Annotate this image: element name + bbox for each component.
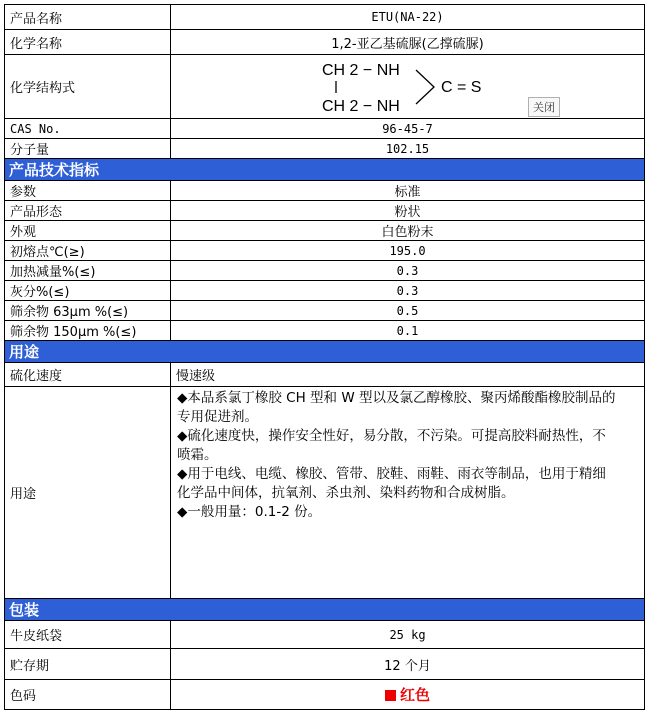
spec-value: 0.5 (171, 301, 645, 321)
formula-cs: C = S (441, 78, 482, 96)
spec-row (5, 301, 645, 321)
spec-row (5, 321, 645, 341)
row-bag (5, 621, 645, 649)
red-square-icon (385, 690, 396, 701)
label-chem-name: 化学名称 (5, 30, 171, 55)
usage-line: 专用促进剂。 (177, 409, 258, 425)
label-bag: 牛皮纸袋 (5, 621, 171, 649)
spec-row (5, 201, 645, 221)
formula-top: CH 2 − NH (322, 61, 400, 79)
spec-label: 参数 (5, 181, 171, 201)
product-spec-table (4, 4, 645, 710)
label-cas: CAS No. (5, 119, 171, 139)
label-mw: 分子量 (5, 139, 171, 159)
spec-value: 白色粉末 (171, 221, 645, 241)
section-usage-title: 用途 (5, 341, 645, 363)
label-color-code: 色码 (5, 680, 171, 710)
section-packing-title: 包装 (5, 599, 645, 621)
row-structure (5, 55, 645, 119)
label-speed: 硫化速度 (5, 363, 171, 387)
spec-label: 灰分%(≤) (5, 281, 171, 301)
usage-line: ◆硫化速度快，操作安全性好，易分散，不污染。可提高胶料耐热性，不 (177, 428, 606, 444)
value-product-name: ETU(NA-22) (171, 5, 645, 30)
spec-label: 外观 (5, 221, 171, 241)
spec-label: 筛余物 150μm %(≤) (5, 321, 171, 341)
spec-value: 195.0 (171, 241, 645, 261)
row-usage (5, 387, 645, 599)
label-product-name: 产品名称 (5, 5, 171, 30)
value-color-code (171, 680, 645, 710)
row-mw (5, 139, 645, 159)
usage-line: ◆本品系氯丁橡胶 CH 型和 W 型以及氯乙醇橡胶、聚丙烯酸酯橡胶制品的 (177, 390, 616, 406)
usage-description (171, 387, 645, 599)
value-cas: 96-45-7 (171, 119, 645, 139)
section-tech (5, 159, 645, 181)
value-bag: 25 kg (171, 621, 645, 649)
spec-value: 0.3 (171, 261, 645, 281)
close-button[interactable]: 关闭 (528, 97, 560, 117)
spec-label: 产品形态 (5, 201, 171, 221)
label-storage: 贮存期 (5, 649, 171, 680)
row-cas (5, 119, 645, 139)
spec-row (5, 261, 645, 281)
row-color-code (5, 680, 645, 710)
usage-line: ◆一般用量：0.1-2 份。 (177, 504, 322, 520)
spec-value: 0.3 (171, 281, 645, 301)
spec-value: 0.1 (171, 321, 645, 341)
usage-line: ◆用于电线、电缆、橡胶、管带、胶鞋、雨鞋、雨衣等制品，也用于精细 (177, 466, 606, 482)
spec-row (5, 281, 645, 301)
spec-row (5, 241, 645, 261)
spec-row (5, 181, 645, 201)
section-packing (5, 599, 645, 621)
spec-label: 筛余物 63μm %(≤) (5, 301, 171, 321)
value-storage: 12 个月 (171, 649, 645, 680)
spec-row (5, 221, 645, 241)
value-chem-name: 1,2-亚乙基硫脲(乙撑硫脲) (171, 30, 645, 55)
value-mw: 102.15 (171, 139, 645, 159)
section-usage (5, 341, 645, 363)
spec-label: 加热减量%(≤) (5, 261, 171, 281)
spec-label: 初熔点℃(≥) (5, 241, 171, 261)
label-usage: 用途 (5, 387, 171, 599)
bond-bracket (416, 70, 434, 104)
spec-value: 标准 (171, 181, 645, 201)
label-structure: 化学结构式 (5, 55, 171, 119)
section-tech-title: 产品技术指标 (5, 159, 645, 181)
usage-line: 喷霜。 (177, 447, 218, 463)
structure-svg (176, 56, 646, 118)
color-code-text: 红色 (399, 686, 430, 704)
value-speed: 慢速级 (171, 363, 645, 387)
row-speed (5, 363, 645, 387)
row-storage (5, 649, 645, 680)
row-chem-name (5, 30, 645, 55)
structure-formula (171, 55, 645, 119)
row-product-name (5, 5, 645, 30)
formula-bottom: CH 2 − NH (322, 97, 400, 115)
spec-value: 粉状 (171, 201, 645, 221)
usage-line: 化学品中间体，抗氧剂、杀虫剂、染料药物和合成树脂。 (177, 485, 515, 501)
